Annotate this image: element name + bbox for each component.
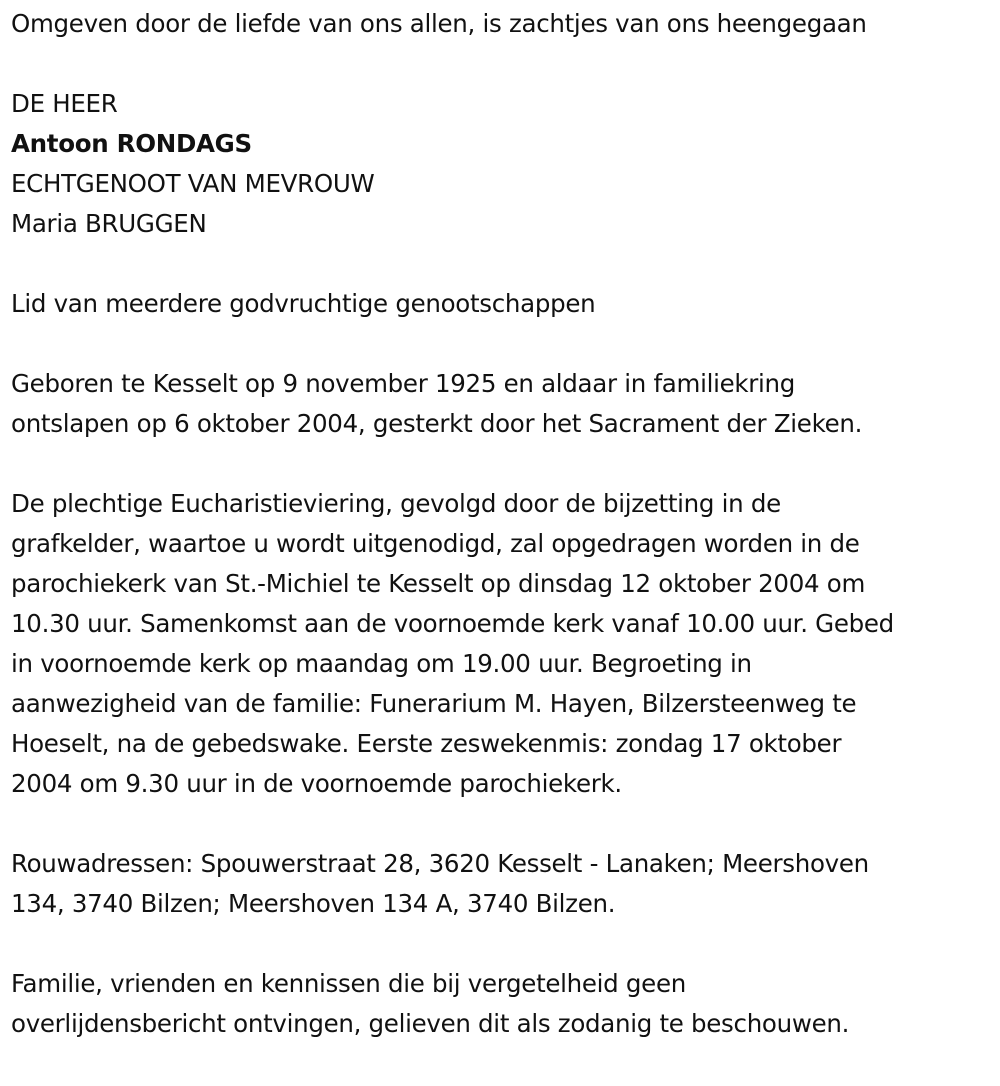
spacer xyxy=(11,44,1000,84)
paragraph-line: in voornoemde kerk op maandag om 19.00 uur. Begroeting in xyxy=(11,649,752,678)
paragraph-line: grafkelder, waartoe u wordt uitgenodigd, zal opgedragen worden in de xyxy=(11,529,860,558)
paragraph-line: 2004 om 9.30 uur in de voornoemde parochiekerk. xyxy=(11,769,622,798)
membership-text: Lid van meerdere godvruchtige genootschappen xyxy=(11,289,596,318)
deceased-name: Antoon RONDAGS xyxy=(11,129,252,158)
addresses-paragraph xyxy=(11,844,1000,924)
spouse-prefix: ECHTGENOOT VAN MEVROUW xyxy=(11,169,375,198)
paragraph-line: Rouwadressen: Spouwerstraat 28, 3620 Kesselt - Lanaken; Meershoven xyxy=(11,849,869,878)
spacer xyxy=(11,324,1000,364)
birth-death-paragraph xyxy=(11,364,1000,444)
paragraph-line: De plechtige Eucharistieviering, gevolgd door de bijzetting in de xyxy=(11,489,781,518)
spacer xyxy=(11,804,1000,844)
paragraph-line: parochiekerk van St.-Michiel te Kesselt op dinsdag 12 oktober 2004 om xyxy=(11,569,866,598)
title-prefix: DE HEER xyxy=(11,89,118,118)
paragraph-line: 134, 3740 Bilzen; Meershoven 134 A, 3740 Bilzen. xyxy=(11,889,616,918)
closing-paragraph xyxy=(11,964,1000,1044)
spacer xyxy=(11,244,1000,284)
spouse-name: Maria BRUGGEN xyxy=(11,209,207,238)
paragraph-line: Hoeselt, na de gebedswake. Eerste zeswekenmis: zondag 17 oktober xyxy=(11,729,842,758)
intro-text: Omgeven door de liefde van ons allen, is zachtjes van ons heengegaan xyxy=(11,9,867,38)
spacer xyxy=(11,924,1000,964)
paragraph-line: Geboren te Kesselt op 9 november 1925 en aldaar in familiekring xyxy=(11,369,796,398)
paragraph-line: Familie, vrienden en kennissen die bij vergetelheid geen xyxy=(11,969,686,998)
paragraph-line: aanwezigheid van de familie: Funerarium M. Hayen, Bilzersteenweg te xyxy=(11,689,857,718)
spacer xyxy=(11,444,1000,484)
paragraph-line: ontslapen op 6 oktober 2004, gesterkt door het Sacrament der Zieken. xyxy=(11,409,863,438)
ceremony-paragraph xyxy=(11,484,1000,804)
paragraph-line: overlijdensbericht ontvingen, gelieven dit als zodanig te beschouwen. xyxy=(11,1009,850,1038)
paragraph-line: 10.30 uur. Samenkomst aan de voornoemde kerk vanaf 10.00 uur. Gebed xyxy=(11,609,894,638)
